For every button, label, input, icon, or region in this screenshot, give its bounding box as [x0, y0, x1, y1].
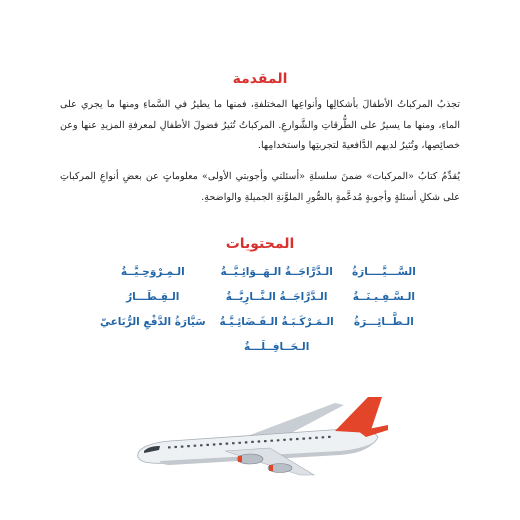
contents-item-helicopter[interactable]: الـمِـرْوَحِـيَّــةُ — [120, 266, 185, 278]
plane-window — [283, 439, 286, 441]
plane-window — [328, 436, 331, 438]
plane-window — [174, 446, 177, 448]
plane-window — [187, 445, 190, 447]
plane-window — [290, 438, 293, 440]
plane-window — [213, 443, 216, 445]
plane-window — [258, 440, 261, 442]
contents-item-bicycle[interactable]: الـدَّرَّاجَــةُ الـهَــوَائِـيَّــةُ — [220, 266, 333, 278]
intro-paragraph-2: يُقدِّمُ كتابُ «المركبات» ضمنَ سلسلةِ «أسئلتي وأجوبتي الأولى» معلوماتٍ عن بعضِ أنواعِ المركباتِ على شكلِ أسئلةٍ وأجوبةٍ مُدعَّمةٍ بالصُّورِ الملوَّنةِ الجميلةِ والواضحةِ. — [60, 171, 460, 203]
plane-window — [264, 440, 267, 442]
contents-list — [100, 266, 420, 353]
plane-window — [194, 445, 197, 447]
plane-window — [322, 436, 325, 438]
contents-item-ship[interactable]: الـسَّـفِـيـنَــةُ — [352, 291, 416, 303]
plane-window — [200, 444, 203, 446]
contents-item-spacecraft[interactable]: الـمَـرْكَـبَـةُ الـفَـضَائِـيَّـةُ — [219, 316, 334, 328]
contents-item-motorcycle[interactable]: الـدَّرَّاجَــةُ الـنَّــارِيَّــةُ — [225, 291, 328, 303]
plane-window — [181, 446, 184, 448]
plane-window — [219, 443, 222, 445]
plane-window — [251, 441, 254, 443]
contents-item-4x4[interactable]: سَيَّارَةُ الدَّفْعِ الرُّبَاعيّ — [100, 316, 206, 328]
plane-window — [296, 438, 299, 440]
plane-window — [277, 439, 280, 441]
contents-heading: المحتويات — [225, 236, 295, 252]
plane-window — [309, 437, 312, 439]
contents-item-car[interactable]: السَّـــيَّــــارَةُ — [351, 266, 416, 278]
plane-window — [302, 438, 305, 440]
contents-item-airplane[interactable]: الـطَّــائِـــرَةُ — [353, 316, 414, 328]
contents-item-bus[interactable]: الـحَــافِــلَـــةُ — [244, 341, 310, 353]
plane-window — [168, 446, 171, 448]
plane-window — [226, 443, 229, 445]
plane-window — [206, 444, 209, 446]
plane-window — [315, 437, 318, 439]
plane-window — [245, 441, 248, 443]
intro-paragraph-1: تجذبُ المركباتُ الأطفالَ بأشكالِها وأنواعِها المختلفةِ، فمنها ما يطيرُ في السَّماءِ ومنها ما يجري على الماءِ، ومنها ما يسيرُ على الطُّرقاتِ والشَّوارعِ. المركباتُ تُثيرُ فضولَ الأطفالِ لمعرفةِ المزيدِ عنها وعن خصائِصِها، وتُثيرُ لديهم الدَّافعيةَ لتجربتِها واستخدامِها. — [60, 99, 460, 151]
plane-window — [238, 442, 241, 444]
plane-window — [232, 442, 235, 444]
contents-item-train[interactable]: الـقِـطَـــارُ — [126, 291, 180, 303]
plane-window — [270, 440, 273, 442]
intro-heading: المقدمة — [232, 71, 288, 87]
airplane-icon — [130, 395, 390, 480]
